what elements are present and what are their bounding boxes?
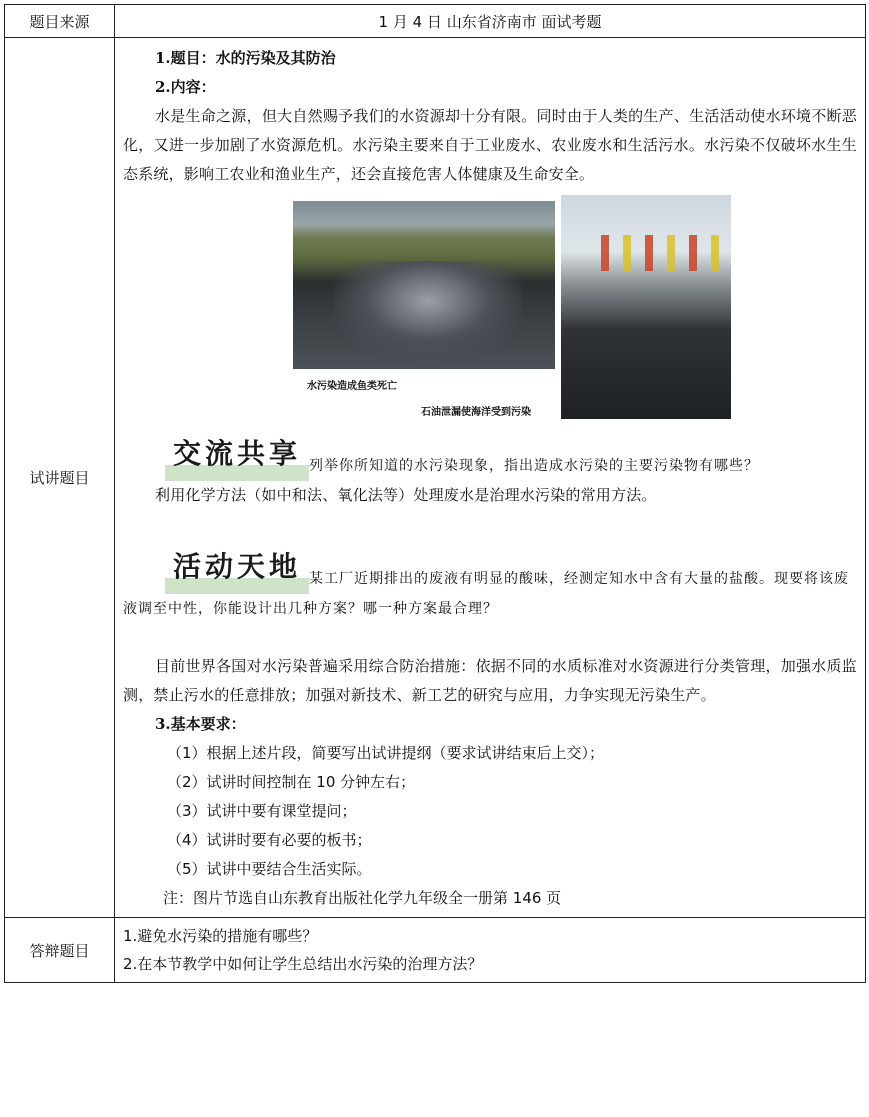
defense-question: 1.避免水污染的措施有哪些？: [123, 927, 318, 945]
activity-section: [123, 552, 857, 624]
source-value: 1 月 4 日 山东省济南市 面试考题: [115, 5, 866, 38]
activity-text: 某工厂近期排出的废液有明显的酸味，经测定知水中含有大量的盐酸。现要将该废液调至中性，你能设计出几种方案？哪一种方案最合理？: [123, 571, 850, 617]
paragraph-3: 目前世界各国对水污染普遍采用综合防治措施：依据不同的水质标准对水资源进行分类管理，加强水质监测，禁止污水的任意排放；加强对新技术、新工艺的研究与应用，力争实现无污染生产。: [123, 657, 857, 704]
paragraph-1: 水是生命之源，但大自然赐予我们的水资源却十分有限。同时由于人类的生产、生活活动使水环境不断恶化，又进一步加剧了水资源危机。水污染主要来自于工业废水、农业废水和生活污水。水污染不仅破坏水生生态系统，影响工农业和渔业生产，还会直接危害人体健康及生命安全。: [123, 107, 857, 183]
source-label: 题目来源: [5, 5, 115, 38]
paragraph-2: 利用化学方法（如中和法、氧化法等）处理废水是治理水污染的常用方法。: [155, 486, 657, 504]
oil-spill-photo: [561, 195, 731, 419]
photo1-caption: 水污染造成鱼类死亡: [307, 381, 397, 392]
lecture-content: [115, 38, 866, 918]
requirements-heading: 3.基本要求：: [155, 715, 246, 733]
defense-question: 2.在本节教学中如何让学生总结出水污染的治理方法？: [123, 955, 483, 973]
lecture-label: 试讲题目: [5, 38, 115, 918]
lecture-title: 1.题目：水的污染及其防治: [155, 49, 336, 67]
activity-badge: 活动天地: [165, 552, 309, 594]
requirement-item: （3）试讲中要有课堂提问；: [167, 802, 357, 820]
share-section: [123, 439, 857, 481]
content-heading: 2.内容：: [155, 78, 216, 96]
requirement-item: （5）试讲中要结合生活实际。: [167, 860, 372, 878]
share-badge: 交流共享: [165, 439, 309, 481]
requirement-item: （2）试讲时间控制在 10 分钟左右；: [167, 773, 416, 791]
photo2-caption: 石油泄漏使海洋受到污染: [421, 407, 531, 418]
source-note: 注：图片节选自山东教育出版社化学九年级全一册第 146 页: [163, 889, 562, 907]
share-text: 列举你所知道的水污染现象，指出造成水污染的主要污染物有哪些？: [309, 458, 760, 474]
dead-fish-photo: [293, 201, 555, 369]
exam-table: [4, 4, 866, 983]
photo-area: [123, 195, 857, 425]
defense-label: 答辩题目: [5, 918, 115, 983]
requirement-item: （1）根据上述片段，简要写出试讲提纲（要求试讲结束后上交）；: [167, 744, 605, 762]
defense-content: [115, 918, 866, 983]
requirement-item: （4）试讲时要有必要的板书；: [167, 831, 372, 849]
